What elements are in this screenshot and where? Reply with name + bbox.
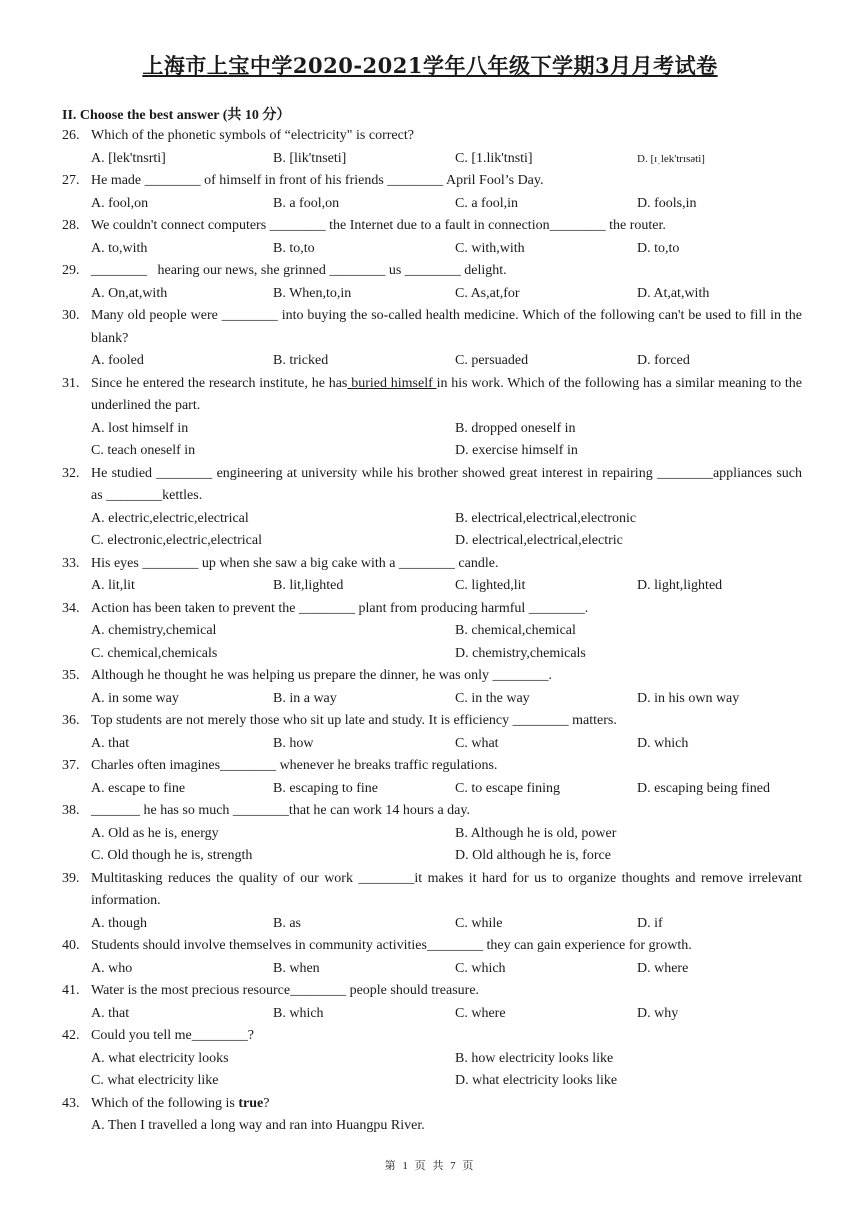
option-a: A. chemistry,chemical [91,623,217,638]
question-38 [62,800,802,823]
option-a: A. escape to fine [91,780,186,796]
option-d: D. light,lighted [637,578,723,593]
question-stem [91,1093,802,1116]
option-a: A. lit,lit [91,578,135,593]
option-b: B. how [273,735,314,751]
option-d: D. escaping being fined [637,780,770,796]
option-b: B. electrical,electrical,electronic [455,510,637,526]
option-b: B. when [273,960,320,976]
question-29 [62,260,802,283]
stem-text: Which of the following is [91,1095,239,1111]
question-number: 33. [62,555,80,571]
options-40 [62,958,802,981]
question-stem: We couldn't connect computers ________ the Internet due to a fault in connection________ the router. [91,218,666,233]
option-d: D. why [637,1005,679,1021]
question-40 [62,935,802,958]
option-b: B. how electricity looks like [455,1050,614,1066]
option-c: C. lighted,lit [455,578,526,593]
question-stem: Multitasking reduces the quality of our work ________it makes it hard for us to organize thoughts and remove irrelevant information. [91,870,802,908]
option-b: B. When,to,in [273,285,352,301]
question-39 [62,868,802,913]
question-number: 28. [62,218,80,233]
option-a: A. who [91,960,133,976]
question-number: 36. [62,713,80,728]
stem-text: in his work. Which of the following has a similar meaning to the underlined the part. [91,375,802,413]
question-stem: Could you tell me________? [91,1028,254,1043]
question-stem: Top students are not merely those who sit up late and study. It is efficiency ________ matters. [91,713,617,728]
option-c: C. As,at,for [455,285,520,301]
question-number: 29. [62,263,80,278]
option-b: B. dropped oneself in [455,420,576,436]
question-34 [62,598,802,621]
option-c: C. what electricity like [91,1073,219,1088]
question-number: 37. [62,758,80,773]
options-29 [62,283,802,306]
options-27 [62,193,802,216]
question-number: 40. [62,938,80,953]
question-stem [91,373,802,418]
question-number: 39. [62,870,80,886]
option-b: B. [lik'tnseti] [273,150,347,166]
option-c: C. what [455,735,499,751]
option-d: D. forced [637,353,690,368]
option-b: B. lit,lighted [273,578,344,593]
options-34-row1 [62,620,802,643]
options-28 [62,238,802,261]
question-32 [62,463,802,508]
option-b: B. as [273,915,301,931]
question-41 [62,980,802,1003]
option-c: C. teach oneself in [91,443,196,458]
options-31-row1 [62,418,802,441]
option-a: A. lost himself in [91,420,189,436]
options-39 [62,913,802,936]
question-list [62,125,802,1138]
option-d: D. Old although he is, force [455,848,611,863]
question-number: 31. [62,375,80,391]
question-stem: Action has been taken to prevent the ________ plant from producing harmful ________. [91,600,589,616]
option-c: C. in the way [455,690,530,706]
page-title: 上海市上宝中学2020-2021学年八年级下学期3月月考试卷 [142,53,718,78]
option-d: D. what electricity looks like [455,1073,618,1088]
question-stem: Water is the most precious resource________ people should treasure. [91,983,480,998]
option-a: A. in some way [91,690,179,706]
option-b: B. in a way [273,690,337,706]
option-c: C. which [455,960,506,976]
option-d: D. electrical,electrical,electric [455,533,623,548]
option-b: B. chemical,chemical [455,623,576,638]
question-37 [62,755,802,778]
option-c: C. [1.lik'tnsti] [455,150,533,166]
question-number: 27. [62,173,80,188]
question-stem: He studied ________ engineering at university while his brother showed great interest in repairing ________appliances such as ________kettles. [91,465,802,503]
question-number: 32. [62,465,80,481]
stem-text: Since he entered the research institute, he has [91,375,348,391]
question-stem: His eyes ________ up when she saw a big cake with a ________ candle. [91,555,499,571]
question-number: 30. [62,308,80,323]
question-stem: Which of the phonetic symbols of “electricity" is correct? [91,128,414,143]
option-d: D. to,to [637,240,680,256]
question-number: 34. [62,600,80,616]
option-a: A. what electricity looks [91,1050,229,1066]
option-d: D. where [637,960,689,976]
question-number: 42. [62,1028,80,1043]
option-c: C. to escape fining [455,780,560,796]
question-stem: Charles often imagines________ whenever he breaks traffic regulations. [91,758,498,773]
option-b: B. tricked [273,353,329,368]
option-a: A. that [91,735,130,751]
option-a: A. fool,on [91,195,149,211]
options-26 [62,148,802,171]
question-stem: ________ hearing our news, she grinned ________ us ________ delight. [91,263,507,278]
option-a: A. fooled [91,353,144,368]
option-a: A. Then I travelled a long way and ran into Huangpu River. [91,1118,425,1133]
option-b: B. Although he is old, power [455,825,617,841]
question-number: 38. [62,803,80,818]
options-30 [62,350,802,373]
question-number: 26. [62,128,80,143]
stem-text: ? [263,1095,270,1111]
question-26 [62,125,802,148]
option-b: B. escaping to fine [273,780,378,796]
option-d: D. which [637,735,689,751]
question-stem: Students should involve themselves in community activities________ they can gain experience for growth. [91,938,692,953]
option-a: A. that [91,1005,130,1021]
option-d: D. if [637,915,663,931]
options-42-row2 [62,1070,802,1093]
section-heading: II. Choose the best answer (共 10 分） [62,108,291,123]
question-30 [62,305,802,350]
options-33 [62,575,802,598]
question-number: 43. [62,1095,80,1111]
option-c: C. a fool,in [455,195,518,211]
option-d: D. At,at,with [637,285,710,301]
question-stem: Many old people were ________ into buying the so-called health medicine. Which of the following can't be used to fill in the blank? [91,308,802,346]
question-35 [62,665,802,688]
option-d: D. exercise himself in [455,443,578,458]
option-b: B. which [273,1005,324,1021]
question-33 [62,553,802,576]
page-footer: 第 1 页 共 7 页 [384,1160,476,1172]
options-35 [62,688,802,711]
options-42-row1 [62,1048,802,1071]
question-stem: He made ________ of himself in front of his friends ________ April Fool’s Day. [91,173,544,188]
question-43 [62,1093,802,1116]
question-number: 35. [62,668,80,683]
option-c: C. persuaded [455,353,529,368]
option-a: A. though [91,915,147,931]
option-d: D. chemistry,chemicals [455,645,586,661]
option-d: D. in his own way [637,690,740,706]
option-c: C. while [455,915,503,931]
option-a: A. Old as he is, energy [91,825,219,841]
option-c: C. chemical,chemicals [91,645,218,661]
options-36 [62,733,802,756]
options-37 [62,778,802,801]
bold-word: true [238,1095,264,1111]
option-c: C. where [455,1005,506,1021]
option-b: B. a fool,on [273,195,340,211]
question-42 [62,1025,802,1048]
option-c: C. electronic,electric,electrical [91,533,263,548]
option-a: A. electric,electric,electrical [91,510,249,526]
question-stem: Although he thought he was helping us prepare the dinner, he was only ________. [91,668,552,683]
options-32-row1 [62,508,802,531]
underlined-phrase: buried himself [347,375,437,391]
option-c: C. Old though he is, strength [91,848,253,863]
option-a: A. [lek'tnsrti] [91,150,166,166]
question-number: 41. [62,983,80,998]
option-a: A. to,with [91,240,148,256]
options-41 [62,1003,802,1026]
question-36 [62,710,802,733]
question-27 [62,170,802,193]
options-31-row2 [62,440,802,463]
option-b: B. to,to [273,240,315,256]
option-a: A. On,at,with [91,285,168,301]
options-34-row2 [62,643,802,666]
option-d: D. fools,in [637,195,697,211]
option-d: D. [ɪˌlek'trɪsəti] [637,152,705,165]
options-38-row1 [62,823,802,846]
question-31 [62,373,802,418]
options-38-row2 [62,845,802,868]
option-c: C. with,with [455,240,525,256]
options-43 [62,1115,802,1138]
question-28 [62,215,802,238]
question-stem: _______ he has so much ________that he can work 14 hours a day. [91,803,470,818]
options-32-row2 [62,530,802,553]
